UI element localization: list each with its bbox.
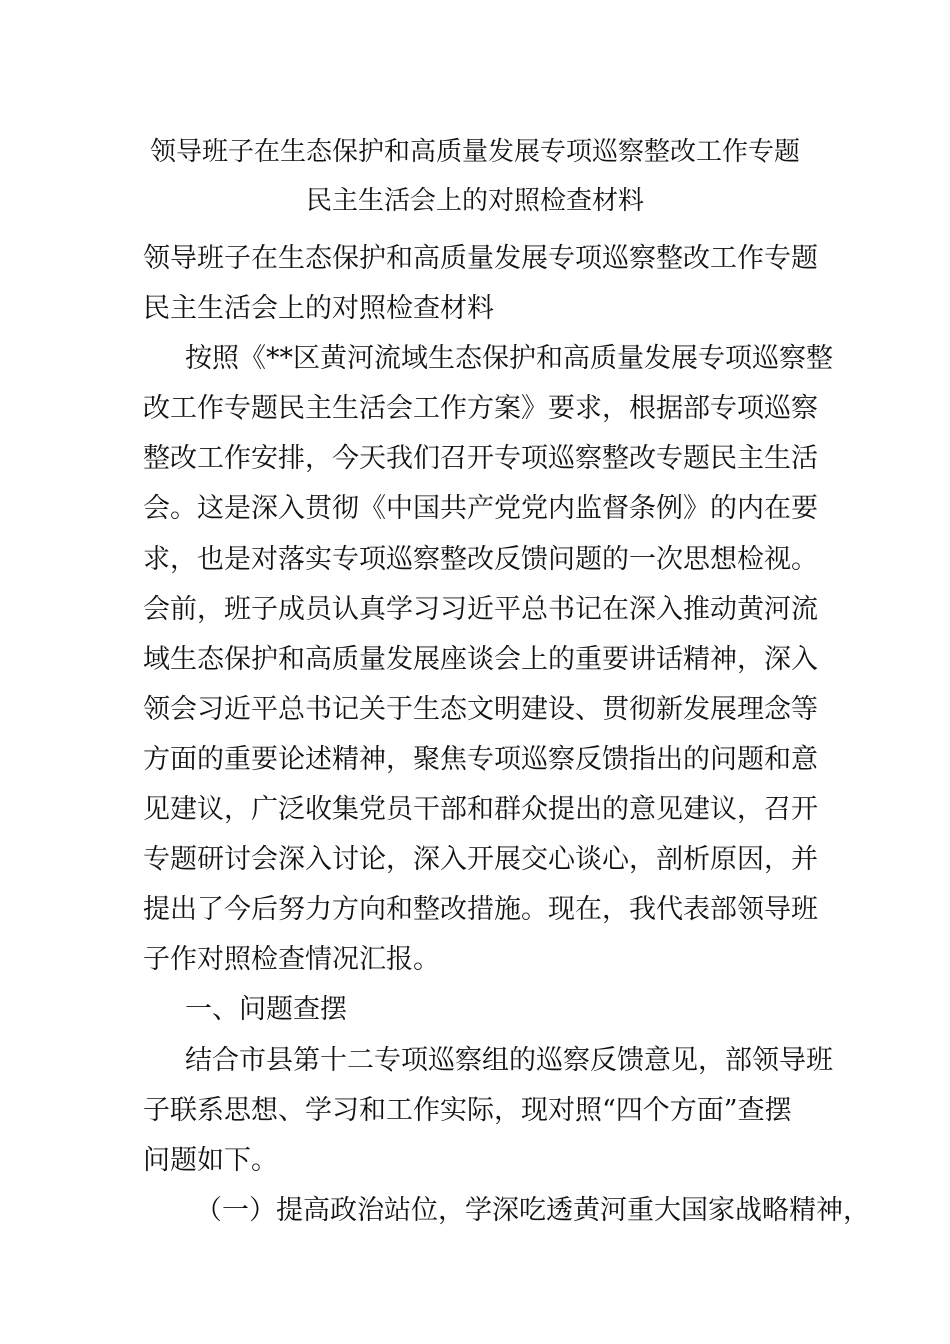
section-heading: 一、问题查摆 (185, 994, 347, 1026)
document-body (143, 234, 870, 1236)
repeated-title-line-1: 领导班子在生态保护和高质量发展专项巡察整改工作专题 (143, 243, 818, 274)
document-title-line-2: 民主生活会上的对照检查材料 (305, 186, 644, 216)
body-text-line: 子作对照检查情况汇报。 (143, 944, 440, 976)
body-text-line: 问题如下。 (143, 1144, 278, 1176)
body-text-line: 改工作专题民主生活会工作方案》要求，根据部专项巡察 (143, 393, 818, 425)
body-text-line: 领会习近平总书记关于生态文明建设、贯彻新发展理念等 (143, 693, 818, 725)
body-text-line: 方面的重要论述精神，聚焦专项巡察反馈指出的问题和意 (143, 743, 818, 775)
body-text-line: 子联系思想、学习和工作实际，现对照“四个方面”查摆 (143, 1094, 792, 1126)
body-text-line: 求，也是对落实专项巡察整改反馈问题的一次思想检视。 (143, 543, 818, 575)
subsection-heading: （一）提高政治站位，学深吃透黄河重大国家战略精神， (195, 1194, 870, 1226)
document-title-line-1: 领导班子在生态保护和高质量发展专项巡察整改工作专题 (149, 137, 800, 167)
body-text-line: 整改工作安排，今天我们召开专项巡察整改专题民主生活 (143, 443, 818, 475)
body-text-line: 提出了今后努力方向和整改措施。现在，我代表部领导班 (143, 894, 818, 926)
repeated-title-line-2: 民主生活会上的对照检查材料 (143, 293, 494, 325)
body-text-line: 会。这是深入贯彻《中国共产党党内监督条例》的内在要 (143, 493, 818, 525)
body-text-line: 专题研讨会深入讨论，深入开展交心谈心，剖析原因，并 (143, 844, 818, 876)
body-text-line: 域生态保护和高质量发展座谈会上的重要讲话精神，深入 (143, 643, 818, 675)
body-text-line: 结合市县第十二专项巡察组的巡察反馈意见，部领导班 (185, 1044, 833, 1076)
body-text-line: 会前，班子成员认真学习习近平总书记在深入推动黄河流 (143, 593, 818, 625)
body-text-line: 按照《**区黄河流域生态保护和高质量发展专项巡察整 (185, 343, 833, 375)
body-text-line: 见建议，广泛收集党员干部和群众提出的意见建议，召开 (143, 794, 818, 826)
